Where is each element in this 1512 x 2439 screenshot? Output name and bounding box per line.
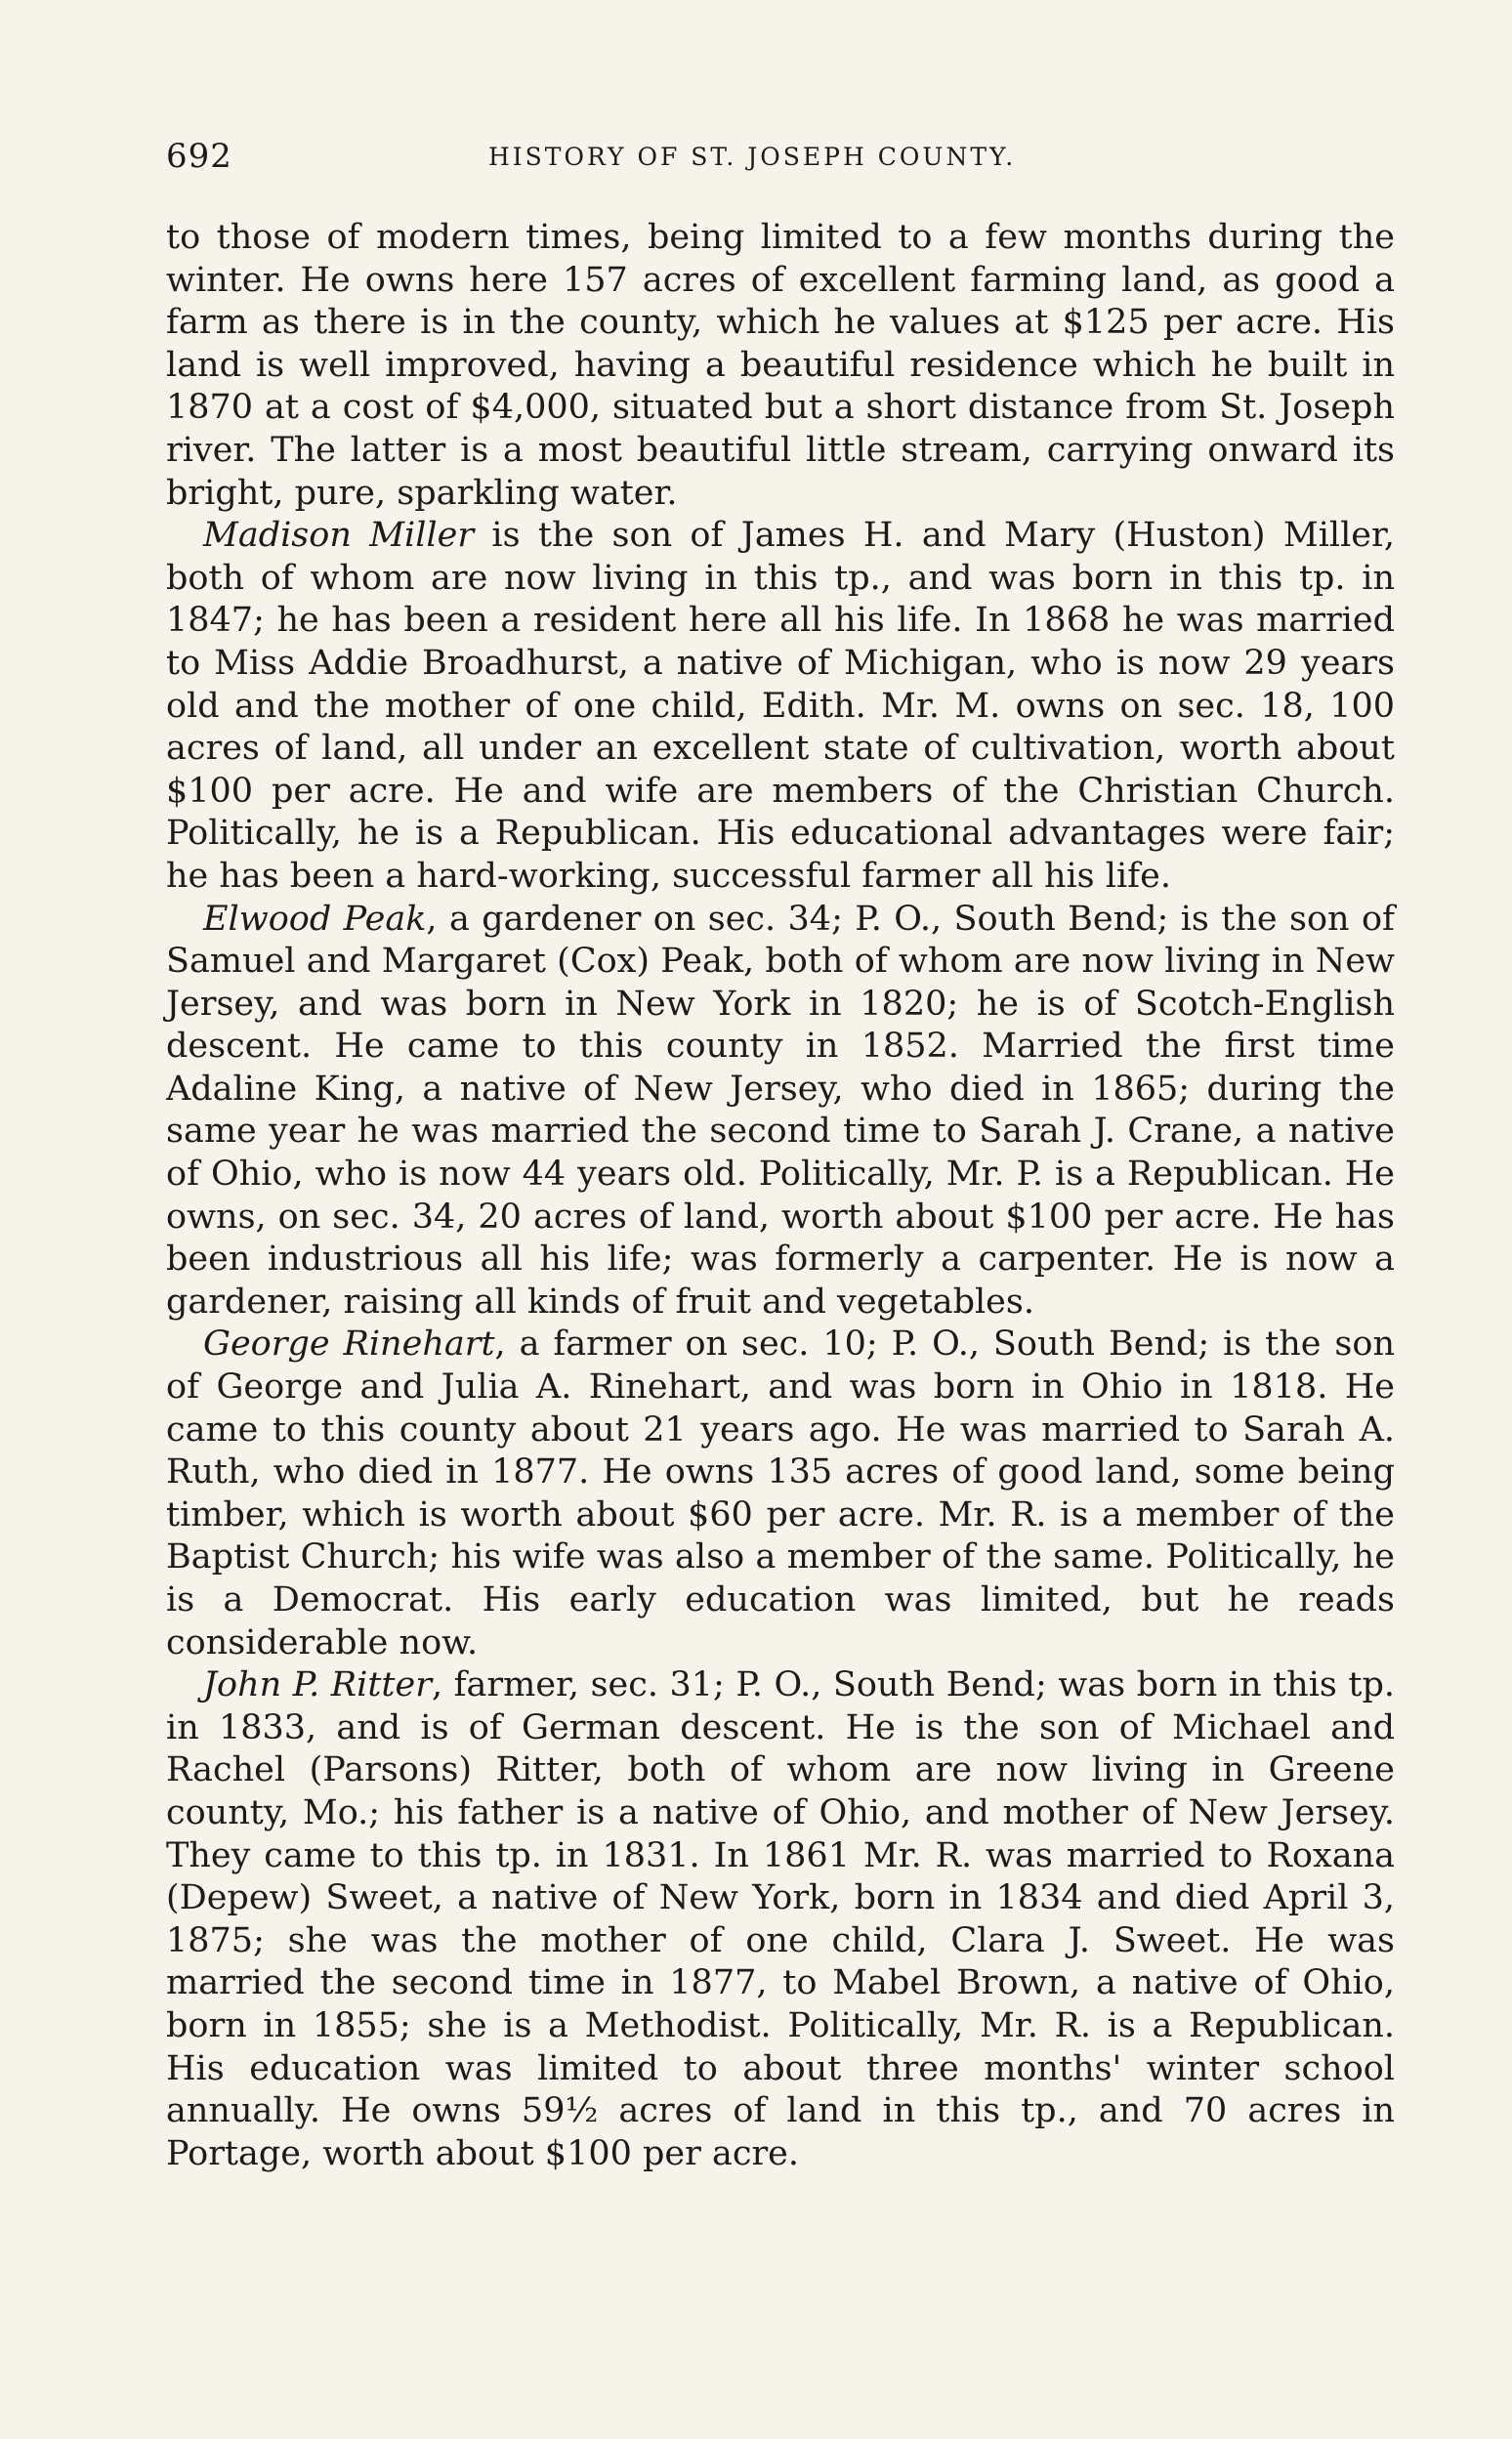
- running-head: HISTORY OF ST. JOSEPH COUNTY.: [488, 143, 1017, 171]
- paragraph-text: , farmer, sec. 31; P. O., South Bend; was born in this tp. in 1833, and is of German descent. He is the son of Michael and Rachel (Parsons) Ritter, both of whom are now living in Greene county, Mo.; his father is a native of Ohio, and mother of New Jersey. They came to this tp. in 1831. In 1861 Mr. R. was married to Roxana (Depew) Sweet, a native of New York, born in 1834 and died April 3, 1875; she was the mother of one child, Clara J. Sweet. He was married the second time in 1877, to Mabel Brown, a native of Ohio, born in 1855; she is a Methodist. Politically, Mr. R. is a Republican. His education was limited to about three months' winter school annually. He owns 59½ acres of land in this tp., and 70 acres in Portage, worth about $100 per acre.: [166, 1665, 1395, 2173]
- paragraph-text: is the son of James H. and Mary (Huston) Miller, both of whom are now living in this tp., and was born in this tp. in 1847; he has been a resident here all his life. In 1868 he was married to Miss Addie Broadhurst, a native of Michigan, who is now 29 years old and the mother of one child, Edith. Mr. M. owns on sec. 18, 100 acres of land, all under an excellent state of cultivation, worth about $100 per acre. He and wife are members of the Christian Church. Politically, he is a Republican. His educational advantages were fair; he has been a hard-working, successful farmer all his life.: [166, 516, 1395, 896]
- paragraph-elwood-peak: [166, 899, 1395, 1325]
- paragraph-text: , a farmer on sec. 10; P. O., South Bend; is the son of George and Julia A. Rinehart, and was born in Ohio in 1818. He came to this county about 21 years ago. He was married to Sarah A. Ruth, who died in 1877. He owns 135 acres of good land, some being timber, which is worth about $60 per acre. Mr. R. is a member of the Baptist Church; his wife was also a member of the same. Politically, he is a Democrat. His early education was limited, but he reads considerable now.: [166, 1325, 1395, 1662]
- paragraph-madison-miller: [166, 515, 1395, 898]
- person-name: John P. Ritter: [203, 1665, 432, 1705]
- paragraph-text: , a gardener on sec. 34; P. O., South Bend; is the son of Samuel and Margaret (Cox) Peak, both of whom are now living in New Jersey, and was born in New York in 1820; he is of Scotch-English descent. He came to this county in 1852. Married the first time Adaline King, a native of New Jersey, who died in 1865; during the same year he was married the second time to Sarah J. Crane, a native of Ohio, who is now 44 years old. Politically, Mr. P. is a Republican. He owns, on sec. 34, 20 acres of land, worth about $100 per acre. He has been industrious all his life; was formerly a carpenter. He is now a gardener, raising all kinds of fruit and vegetables.: [166, 899, 1395, 1322]
- text-body: [166, 217, 1395, 2175]
- page-header: [166, 137, 1397, 186]
- person-name: George Rinehart: [203, 1325, 495, 1365]
- page-number: 692: [166, 137, 232, 176]
- person-name: Elwood Peak: [203, 899, 427, 939]
- paragraph-continuation: to those of modern times, being limited to a few months during the winter. He owns here 157 acres of excellent farming land, as good a farm as there is in the county, which he values at $125 per acre. His land is well improved, having a beautiful residence which he built in 1870 at a cost of $4,000, situated but a short distance from St. Joseph river. The latter is a most beautiful little stream, carrying onward its bright, pure, sparkling water.: [166, 218, 1395, 513]
- paragraph-george-rinehart: [166, 1324, 1395, 1664]
- person-name: Madison Miller: [203, 516, 475, 556]
- paragraph-john-ritter: [166, 1664, 1395, 2175]
